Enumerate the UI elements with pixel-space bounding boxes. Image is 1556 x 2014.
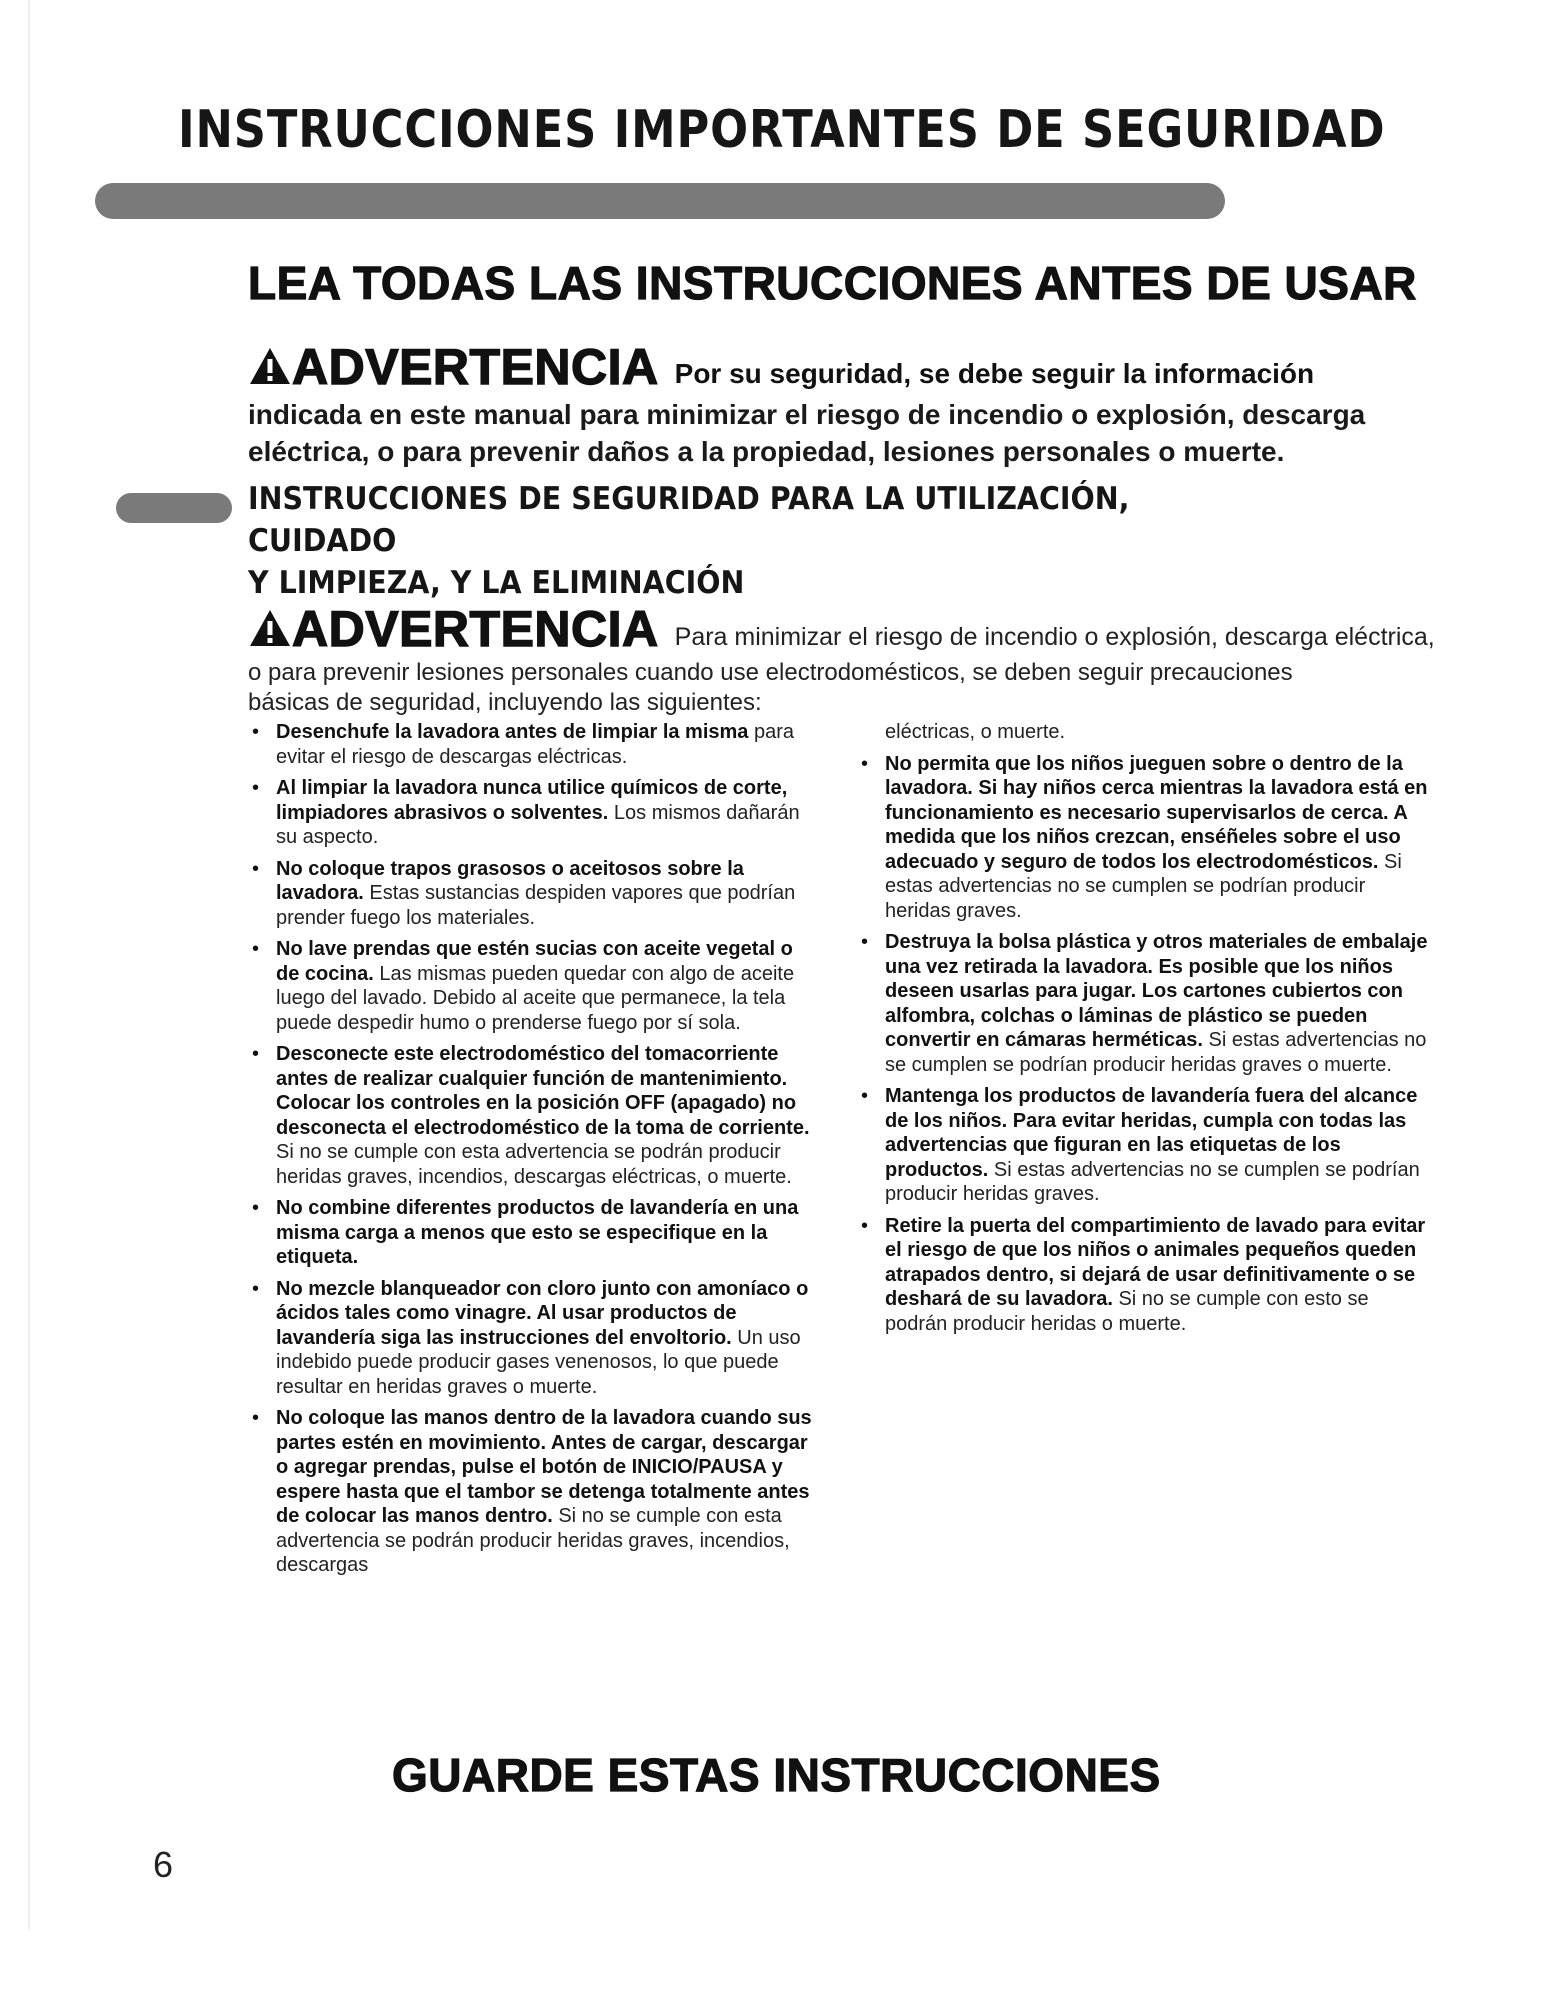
page-header-title: INSTRUCCIONES IMPORTANTES DE SEGURIDAD — [178, 100, 1386, 160]
item-text: Si no se cumple con esto se podrán producir heridas o muerte. — [885, 1288, 1369, 1335]
list-item — [248, 1042, 819, 1189]
warning-label — [248, 600, 659, 658]
item-text: Los mismos dañarán su aspecto. — [276, 801, 800, 848]
section-heading-line1: INSTRUCCIONES DE SEGURIDAD PARA LA UTILIZACIÓN, CUIDADO — [248, 481, 1130, 559]
section-heading-line2: Y LIMPIEZA, Y LA ELIMINACIÓN — [248, 565, 745, 601]
left-column — [248, 720, 819, 1585]
page-number: 6 — [153, 1844, 174, 1885]
page-edge-rule — [28, 0, 30, 1930]
item-text: Las mismas pueden quedar con algo de aceite luego del lavado. Debido al aceite que permanece, la tela puede despedir humo o prenderse fuego por sí sola. — [276, 962, 795, 1034]
right-bullet-list — [857, 752, 1428, 1337]
warning-body-text: indicada en este manual para minimizar el riesgo de incendio o explosión, descarga eléctrica, o para prevenir daños a la propiedad, lesiones personales o muerte. — [248, 399, 1366, 467]
footer-heading: GUARDE ESTAS INSTRUCCIONES — [392, 1749, 1161, 1801]
item-text: Si estas advertencias no se cumplen se podrían producir heridas graves. — [885, 1158, 1420, 1205]
list-item — [248, 857, 819, 931]
item-bold-text: No coloque trapos grasosos o aceitosos sobre la lavadora. — [276, 857, 744, 904]
list-item — [248, 776, 819, 850]
warning-block-general — [248, 338, 1428, 470]
list-item — [248, 937, 819, 1035]
list-item — [857, 752, 1428, 924]
warning-label-text: ADVERTENCIA — [292, 601, 659, 657]
warning-triangle-icon — [248, 608, 292, 648]
item-bold-text: Destruya la bolsa plástica y otros materiales de embalaje una vez retirada la lavadora. Es posible que los niños deseen usarlas para jugar. Los cartones cubiertos con alfombra, colchas o láminas de plástico se pueden convertir en cámaras herméticas. — [885, 931, 1428, 1051]
item-text: Estas sustancias despiden vapores que podrían prender fuego los materiales. — [276, 882, 796, 929]
item-text: Si estas advertencias no se cumplen se podrían producir heridas graves. — [885, 850, 1402, 922]
left-bullet-list — [248, 720, 819, 1578]
list-item — [248, 1196, 819, 1270]
list-item — [248, 720, 819, 769]
warning-lead-text: Para minimizar el riesgo de incendio o explosión, descarga eléctrica, — [674, 623, 1435, 651]
section-heading — [248, 478, 1223, 604]
header-bar — [95, 183, 1225, 219]
item-bold-text: No mezcle blanqueador con cloro junto con amoníaco o ácidos tales como vinagre. Al usar productos de lavandería siga las instrucciones del envoltorio. — [276, 1277, 809, 1349]
item-bold-text: Desenchufe la lavadora antes de limpiar la misma — [276, 721, 749, 743]
item-text: para evitar el riesgo de descargas eléctricas. — [276, 721, 795, 768]
warning-label — [248, 338, 659, 396]
item-text: Un uso indebido puede producir gases venenosos, lo que puede resultar en heridas graves o muerte. — [276, 1326, 801, 1398]
main-heading: LEA TODAS LAS INSTRUCCIONES ANTES DE USAR — [248, 257, 1417, 309]
item-bold-text: Al limpiar la lavadora nunca utilice químicos de corte, limpiadores abrasivos o solventes. — [276, 777, 788, 824]
item-bold-text: No lave prendas que estén sucias con aceite vegetal o de cocina. — [276, 938, 793, 985]
item-text: Si no se cumple con esta advertencia se podrán producir heridas graves, incendios, descargas — [276, 1505, 790, 1576]
list-item — [857, 1214, 1428, 1337]
warning-triangle-icon — [248, 346, 292, 386]
item-bold-text: No permita que los niños jueguen sobre o dentro de la lavadora. Si hay niños cerca mientras la lavadora está en funcionamiento es necesario supervisarlos de cerca. A medida que los niños crezcan, enséñeles sobre el uso adecuado y seguro de todos los electrodomésticos. — [885, 752, 1428, 873]
warning-block-appliance — [248, 600, 1435, 718]
item-bold-text: No coloque las manos dentro de la lavadora cuando sus partes estén en movimiento. Antes de cargar, descargar o agregar prendas, pulse el botón de INICIO/PAUSA y espere hasta que el tambor se detenga totalmente antes de colocar las manos dentro. — [276, 1407, 812, 1527]
continuation-text: eléctricas, o muerte. — [885, 721, 1066, 743]
list-item — [248, 1406, 819, 1578]
list-item — [248, 1277, 819, 1400]
item-bold-text: Mantenga los productos de lavandería fuera del alcance de los niños. Para evitar heridas, cumpla con todas las advertencias que figuran en las etiquetas de los productos. — [885, 1085, 1418, 1181]
item-bold-text: Retire la puerta del compartimiento de lavado para evitar el riesgo de que los niños o animales pequeños queden atrapados dentro, si dejará de usar definitivamente o se deshará de su lavadora. — [885, 1214, 1426, 1310]
warning-body-text: o para prevenir lesiones personales cuando use electrodomésticos, se deben seguir precauciones básicas de seguridad, incluyendo las siguientes: — [248, 659, 1293, 716]
item-text: Si no se cumple con esta advertencia se podrán producir heridas graves, incendios, descargas eléctricas, o muerte. — [276, 1141, 792, 1188]
list-item — [857, 930, 1428, 1077]
warning-lead-text: Por su seguridad, se debe seguir la información — [674, 358, 1315, 389]
list-item — [857, 1084, 1428, 1207]
instructions-columns — [248, 720, 1428, 1585]
right-column — [857, 720, 1428, 1585]
warning-label-text: ADVERTENCIA — [292, 339, 659, 395]
item-text: Si estas advertencias no se cumplen se podrían producir heridas graves o muerte. — [885, 1029, 1427, 1076]
section-marker — [116, 493, 232, 523]
item-bold-text: Desconecte este electrodoméstico del tomacorriente antes de realizar cualquier función de mantenimiento. Colocar los controles en la posición OFF (apagado) no desconecta el electrodoméstico de la toma de corriente. — [276, 1043, 810, 1139]
item-bold-text: No combine diferentes productos de lavandería en una misma carga a menos que esto se especifique en la etiqueta. — [276, 1197, 799, 1268]
